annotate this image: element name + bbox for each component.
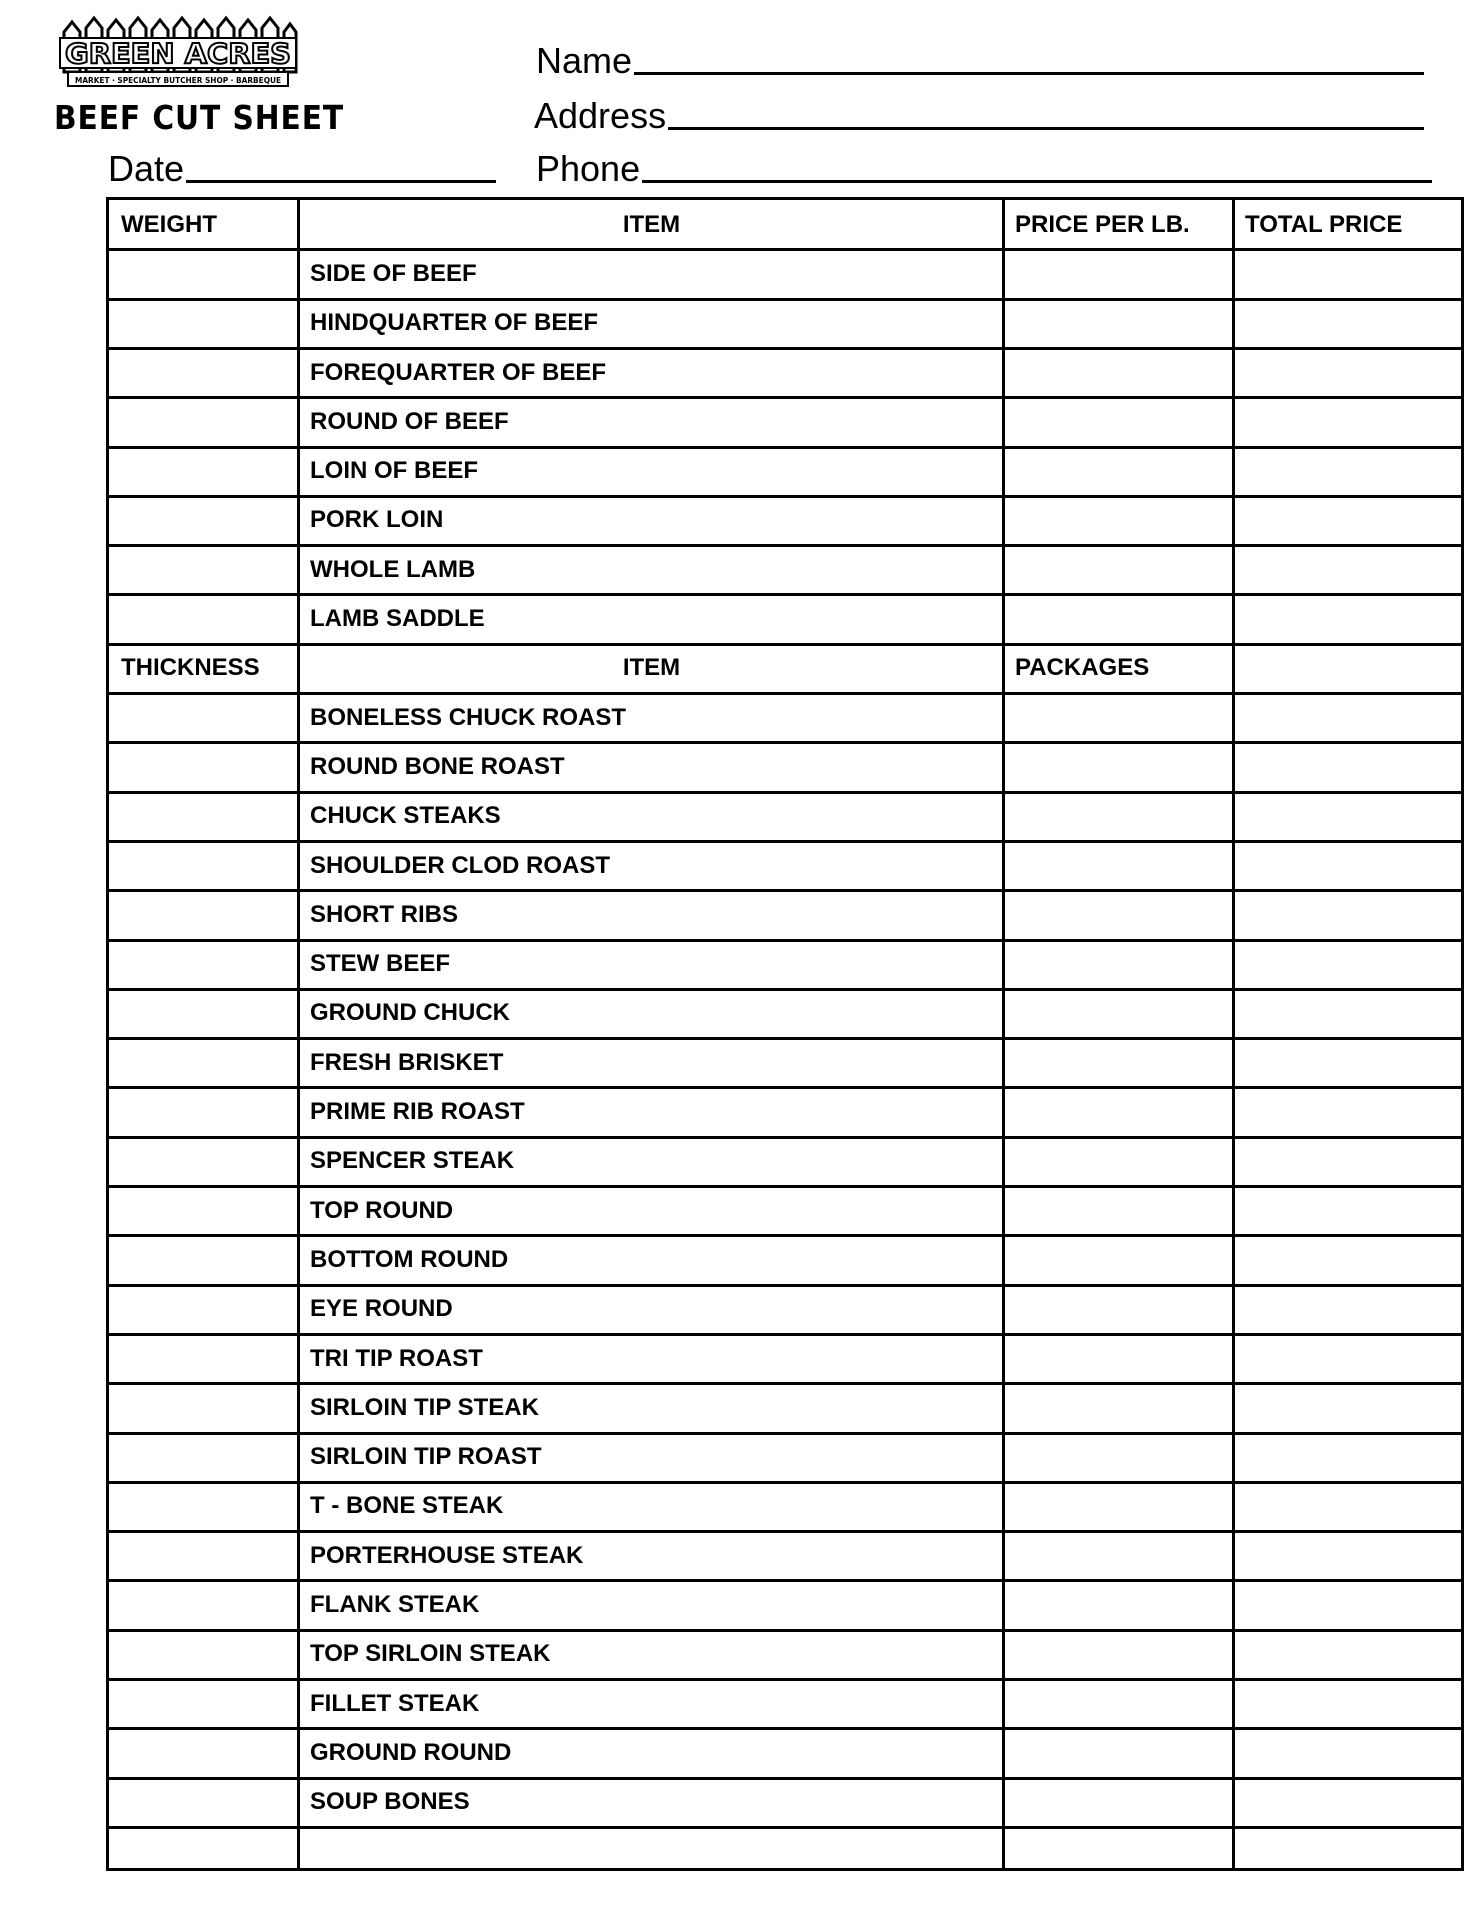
weight-cell[interactable] — [111, 496, 298, 545]
packages-cell[interactable] — [1005, 693, 1233, 742]
total-price-cell[interactable] — [1235, 1580, 1461, 1629]
item-cell: LOIN OF BEEF — [310, 457, 478, 485]
total-price-cell[interactable] — [1235, 1679, 1461, 1728]
logo-tagline: MARKET · SPECIALTY BUTCHER SHOP · BARBEQUE — [75, 76, 281, 85]
logo-wordmark: GREEN ACRES — [65, 37, 291, 70]
total-price-cell[interactable] — [1235, 989, 1461, 1038]
total-price-cell[interactable] — [1235, 447, 1461, 496]
phone-field[interactable] — [536, 148, 1432, 190]
item-cell: LAMB SADDLE — [310, 605, 485, 633]
item-cell: TRI TIP ROAST — [310, 1344, 483, 1372]
total-price-cell[interactable] — [1235, 1531, 1461, 1580]
item-cell: SPENCER STEAK — [310, 1147, 515, 1175]
item-cell: FLANK STEAK — [310, 1591, 480, 1619]
item-header: ITEM — [622, 210, 681, 238]
address-line[interactable] — [668, 127, 1424, 130]
sheet-title: BEEF CUT SHEET — [54, 98, 345, 137]
total-price-cell[interactable] — [1235, 1087, 1461, 1136]
price-per-lb-cell[interactable] — [1005, 447, 1233, 496]
thickness-cell[interactable] — [111, 1433, 298, 1482]
thickness-cell[interactable] — [111, 1186, 298, 1235]
item-cell: FILLET STEAK — [310, 1689, 480, 1717]
total-price-header: TOTAL PRICE — [1245, 210, 1403, 238]
price-per-lb-cell[interactable] — [1005, 397, 1233, 446]
packages-cell[interactable] — [1005, 1630, 1233, 1679]
total-price-cell[interactable] — [1235, 545, 1461, 594]
price-per-lb-cell[interactable] — [1005, 594, 1233, 643]
item-cell: FOREQUARTER OF BEEF — [310, 358, 607, 386]
total-price-cell[interactable] — [1235, 1383, 1461, 1432]
item-cell: PORK LOIN — [310, 506, 444, 534]
address-label: Address — [534, 95, 667, 136]
total-price-cell[interactable] — [1235, 397, 1461, 446]
packages-cell[interactable] — [1005, 1531, 1233, 1580]
total-price-cell[interactable] — [1235, 1186, 1461, 1235]
weight-cell[interactable] — [111, 545, 298, 594]
price-per-lb-cell[interactable] — [1005, 249, 1233, 298]
item-cell: STEW BEEF — [310, 950, 451, 978]
item-cell: ROUND OF BEEF — [310, 407, 509, 435]
item-cell: TOP SIRLOIN STEAK — [310, 1640, 551, 1668]
thickness-header: THICKNESS — [121, 654, 260, 682]
item-cell: SIRLOIN TIP STEAK — [310, 1393, 539, 1421]
packages-cell[interactable] — [1005, 1137, 1233, 1186]
thickness-cell[interactable] — [111, 1235, 298, 1284]
total-price-cell[interactable] — [1235, 249, 1461, 298]
thickness-cell[interactable] — [111, 742, 298, 791]
blank-header-cell — [1235, 644, 1461, 693]
thickness-cell[interactable] — [111, 940, 298, 989]
packages-cell[interactable] — [1005, 1383, 1233, 1432]
packages-cell[interactable] — [1005, 1334, 1233, 1383]
packages-cell[interactable] — [1005, 1433, 1233, 1482]
packages-cell[interactable] — [1005, 1087, 1233, 1136]
total-price-cell[interactable] — [1235, 1433, 1461, 1482]
packages-cell[interactable] — [1005, 1679, 1233, 1728]
thickness-cell[interactable] — [111, 693, 298, 742]
thickness-cell[interactable] — [111, 1087, 298, 1136]
price-per-lb-header: PRICE PER LB. — [1015, 210, 1190, 238]
total-price-cell[interactable] — [1235, 1137, 1461, 1186]
thickness-cell[interactable] — [111, 1778, 298, 1827]
item-header: ITEM — [622, 654, 681, 682]
item-cell: GROUND ROUND — [310, 1738, 512, 1766]
total-price-cell[interactable] — [1235, 1778, 1461, 1827]
thickness-cell[interactable] — [111, 1630, 298, 1679]
thickness-cell[interactable] — [111, 792, 298, 841]
item-cell: ROUND BONE ROAST — [310, 752, 565, 780]
thickness-cell[interactable] — [111, 1531, 298, 1580]
packages-cell[interactable] — [1005, 1235, 1233, 1284]
price-per-lb-cell[interactable] — [1005, 348, 1233, 397]
total-price-cell[interactable] — [1235, 1235, 1461, 1284]
date-label: Date — [108, 148, 185, 189]
thickness-cell[interactable] — [111, 890, 298, 939]
total-price-cell[interactable] — [1235, 496, 1461, 545]
item-cell: SHORT RIBS — [310, 900, 459, 928]
item-cell: PRIME RIB ROAST — [310, 1098, 525, 1126]
item-cell: EYE ROUND — [310, 1295, 453, 1323]
packages-cell[interactable] — [1005, 1285, 1233, 1334]
price-per-lb-cell[interactable] — [1005, 545, 1233, 594]
thickness-cell[interactable] — [111, 1827, 298, 1876]
item-cell: SIRLOIN TIP ROAST — [310, 1443, 542, 1471]
weight-cell[interactable] — [111, 397, 298, 446]
thickness-cell[interactable] — [111, 1334, 298, 1383]
packages-cell[interactable] — [1005, 1580, 1233, 1629]
total-price-cell[interactable] — [1235, 348, 1461, 397]
total-price-cell[interactable] — [1235, 1728, 1461, 1777]
packages-cell[interactable] — [1005, 1482, 1233, 1531]
total-price-cell[interactable] — [1235, 1630, 1461, 1679]
total-price-cell[interactable] — [1235, 1334, 1461, 1383]
packages-cell[interactable] — [1005, 1827, 1233, 1876]
weight-header: WEIGHT — [121, 210, 217, 238]
item-cell: WHOLE LAMB — [310, 555, 476, 583]
name-field[interactable] — [536, 40, 1424, 82]
cut-sheet-table — [106, 197, 1464, 1871]
thickness-cell[interactable] — [111, 1137, 298, 1186]
address-field[interactable] — [534, 95, 1424, 137]
thickness-cell[interactable] — [111, 1580, 298, 1629]
total-price-cell[interactable] — [1235, 890, 1461, 939]
item-cell: SHOULDER CLOD ROAST — [310, 851, 610, 879]
name-line[interactable] — [634, 72, 1424, 75]
phone-line[interactable] — [642, 180, 1432, 183]
item-cell: CHUCK STEAKS — [310, 802, 501, 830]
total-price-cell[interactable] — [1235, 940, 1461, 989]
total-price-cell[interactable] — [1235, 299, 1461, 348]
thickness-cell[interactable] — [111, 989, 298, 1038]
item-cell: GROUND CHUCK — [310, 999, 510, 1027]
item-cell: BONELESS CHUCK ROAST — [310, 703, 627, 731]
total-price-cell[interactable] — [1235, 1285, 1461, 1334]
thickness-cell[interactable] — [111, 1679, 298, 1728]
price-per-lb-cell[interactable] — [1005, 496, 1233, 545]
item-cell: PORTERHOUSE STEAK — [310, 1541, 584, 1569]
total-price-cell[interactable] — [1235, 1038, 1461, 1087]
item-cell: HINDQUARTER OF BEEF — [310, 309, 598, 337]
weight-cell[interactable] — [111, 299, 298, 348]
item-cell: TOP ROUND — [310, 1196, 454, 1224]
total-price-cell[interactable] — [1235, 1827, 1461, 1876]
packages-cell[interactable] — [1005, 792, 1233, 841]
packages-cell[interactable] — [1005, 841, 1233, 890]
date-line[interactable] — [186, 180, 496, 183]
packages-cell[interactable] — [1005, 940, 1233, 989]
weight-cell[interactable] — [111, 447, 298, 496]
phone-label: Phone — [536, 148, 641, 189]
thickness-cell[interactable] — [111, 1383, 298, 1432]
weight-cell[interactable] — [111, 348, 298, 397]
price-per-lb-cell[interactable] — [1005, 299, 1233, 348]
thickness-cell[interactable] — [111, 1728, 298, 1777]
total-price-cell[interactable] — [1235, 742, 1461, 791]
total-price-cell[interactable] — [1235, 841, 1461, 890]
thickness-cell[interactable] — [111, 1285, 298, 1334]
item-cell: T - BONE STEAK — [310, 1492, 504, 1520]
name-label: Name — [536, 40, 633, 81]
packages-cell[interactable] — [1005, 1186, 1233, 1235]
total-price-cell[interactable] — [1235, 792, 1461, 841]
item-cell: BOTTOM ROUND — [310, 1245, 509, 1273]
total-price-cell[interactable] — [1235, 1482, 1461, 1531]
thickness-cell[interactable] — [111, 841, 298, 890]
item-cell: SOUP BONES — [310, 1788, 470, 1816]
weight-cell[interactable] — [111, 249, 298, 298]
thickness-cell[interactable] — [111, 1482, 298, 1531]
packages-cell[interactable] — [1005, 890, 1233, 939]
date-field[interactable] — [108, 148, 496, 190]
packages-cell[interactable] — [1005, 742, 1233, 791]
weight-cell[interactable] — [111, 594, 298, 643]
thickness-cell[interactable] — [111, 1038, 298, 1087]
item-cell — [300, 1827, 1003, 1876]
packages-cell[interactable] — [1005, 1778, 1233, 1827]
packages-cell[interactable] — [1005, 1728, 1233, 1777]
packages-cell[interactable] — [1005, 989, 1233, 1038]
item-cell: FRESH BRISKET — [310, 1048, 504, 1076]
packages-header: PACKAGES — [1015, 654, 1150, 682]
green-acres-logo — [58, 14, 298, 98]
total-price-cell[interactable] — [1235, 693, 1461, 742]
packages-cell[interactable] — [1005, 1038, 1233, 1087]
total-price-cell[interactable] — [1235, 594, 1461, 643]
item-cell: SIDE OF BEEF — [310, 259, 477, 287]
